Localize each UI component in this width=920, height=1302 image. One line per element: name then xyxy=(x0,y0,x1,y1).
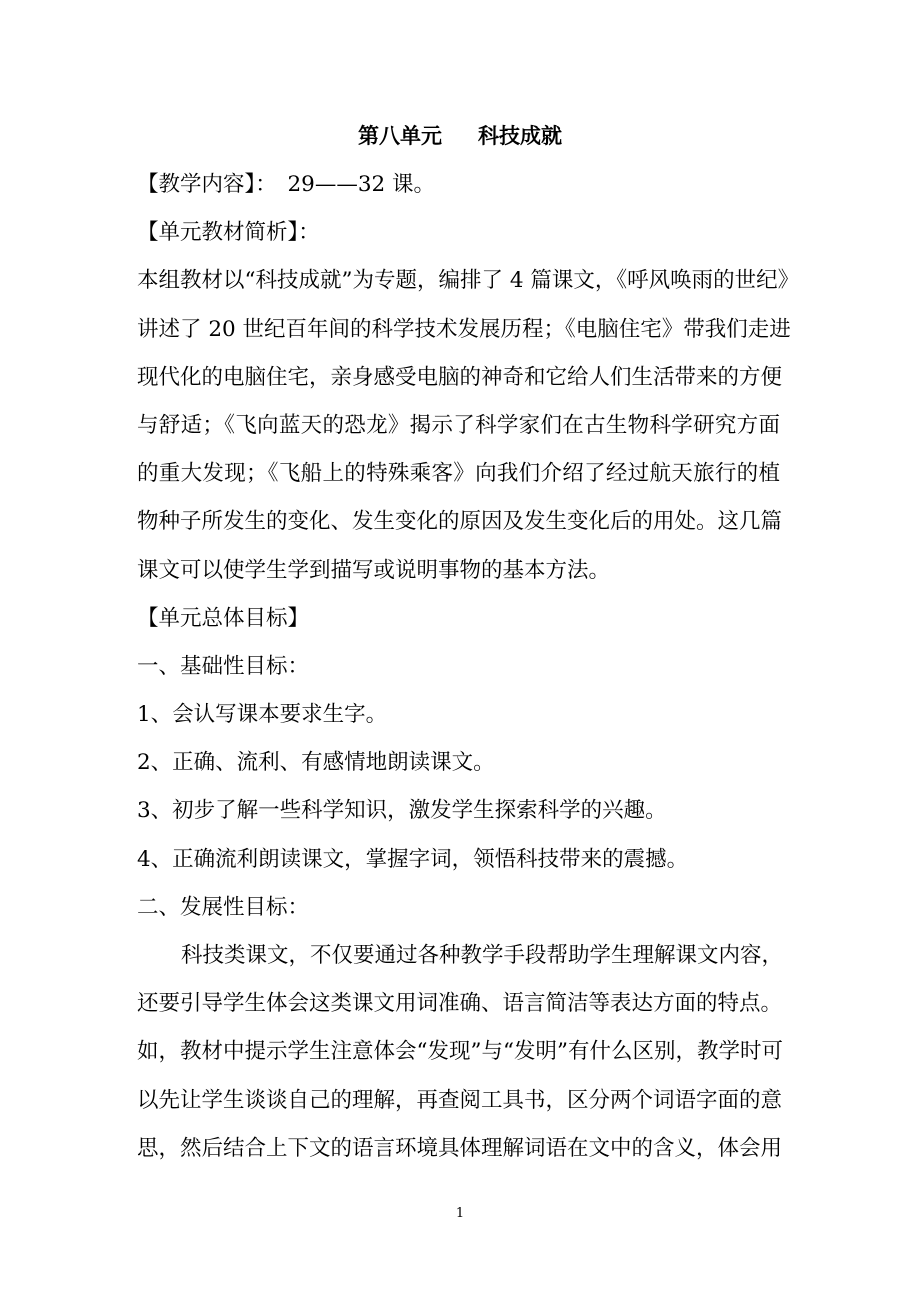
paragraph-line: 还要引导学生体会这类课文用词准确、语言简洁等表达方面的特点。 xyxy=(137,991,783,1017)
paragraph-line: 思，然后结合上下文的语言环境具体理解词语在文中的含义，体会用 xyxy=(137,1135,783,1161)
teaching-content-line: 【教学内容】： 29——32 课。 xyxy=(137,172,436,197)
paragraph-line: 以先让学生谈谈自己的理解，再查阅工具书，区分两个词语字面的意 xyxy=(137,1087,783,1113)
page-number: 1 xyxy=(455,1206,465,1221)
paragraph-line: 物种子所发生的变化、发生变化的原因及发生变化后的用处。这几篇 xyxy=(137,509,783,535)
section-heading: 【单元总体目标】 xyxy=(137,605,310,631)
paragraph-line: 科技类课文，不仅要通过各种教学手段帮助学生理解课文内容， xyxy=(181,943,784,968)
paragraph-line: 现代化的电脑住宅，亲身感受电脑的神奇和它给人们生活带来的方便 xyxy=(137,364,783,390)
paragraph-line: 课文可以使学生学到描写或说明事物的基本方法。 xyxy=(137,557,611,583)
title-unit: 第八单元 xyxy=(358,124,442,148)
paragraph-line: 本组教材以“科技成就”为专题，编排了 4 篇课文，《呼风唤雨的世纪》 xyxy=(137,268,800,294)
paragraph-line: 的重大发现；《飞船上的特殊乘客》向我们介绍了经过航天旅行的植 xyxy=(137,461,780,487)
section-heading: 【单元教材简析】： xyxy=(137,220,320,246)
page-title xyxy=(0,116,920,156)
paragraph-line: 如，教材中提示学生注意体会“发现”与“发明”有什么区别，教学时可 xyxy=(137,1039,783,1065)
subsection-heading: 一、基础性目标： xyxy=(137,653,310,679)
paragraph-line: 讲述了 20 世纪百年间的科学技术发展历程；《电脑住宅》带我们走进 xyxy=(137,316,791,342)
title-topic: 科技成就 xyxy=(478,124,562,148)
paragraph-line: 与舒适；《飞向蓝天的恐龙》揭示了科学家们在古生物科学研究方面 xyxy=(137,412,780,438)
list-item: 1、会认写课本要求生字。 xyxy=(137,702,388,728)
list-item: 4、正确流利朗读课文，掌握字词，领悟科技带来的震撼。 xyxy=(137,846,689,872)
document-body xyxy=(137,161,800,1173)
subsection-heading: 二、发展性目标： xyxy=(137,894,310,920)
list-item: 3、初步了解一些科学知识，激发学生探索科学的兴趣。 xyxy=(137,798,667,824)
list-item: 2、正确、流利、有感情地朗读课文。 xyxy=(137,750,495,776)
